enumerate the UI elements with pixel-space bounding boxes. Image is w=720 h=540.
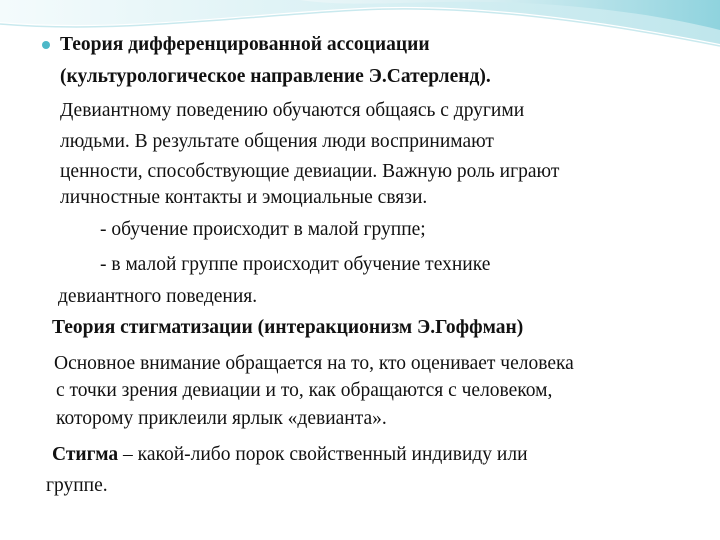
paragraph-line: девиантного поведения. <box>58 286 258 307</box>
round-bullet-icon <box>42 41 50 49</box>
paragraph-line: группе. <box>46 475 108 496</box>
stigma-theory-heading: Теория стигматизации (интеракционизм Э.Гоффман) <box>52 317 524 338</box>
paragraph-line: которому приклеили ярлык «девианта». <box>56 408 387 429</box>
stigma-definition-text: – какой-либо порок свойственный индивиду или <box>123 444 528 465</box>
list-item: - обучение происходит в малой группе; <box>100 219 426 240</box>
paragraph-line: Основное внимание обращается на то, кто оценивает человека <box>54 353 574 374</box>
paragraph-line: людьми. В результате общения люди воспринимают <box>60 131 494 152</box>
paragraph-line: ценности, способствующие девиации. Важную роль играют <box>60 161 560 182</box>
paragraph-line: Девиантному поведению обучаются общаясь с другими <box>60 100 525 121</box>
theory-title-line-1: Теория дифференцированной ассоциации <box>60 34 430 55</box>
list-item: - в малой группе происходит обучение технике <box>100 254 491 275</box>
theory-title-line-2: (культурологическое направление Э.Сатерленд). <box>60 66 491 87</box>
stigma-definition-line <box>52 443 528 467</box>
stigma-term: Стигма <box>52 444 119 465</box>
paragraph-line: личностные контакты и эмоциальные связи. <box>60 187 428 208</box>
paragraph-line: с точки зрения девиации и то, как обращаются с человеком, <box>56 380 553 401</box>
